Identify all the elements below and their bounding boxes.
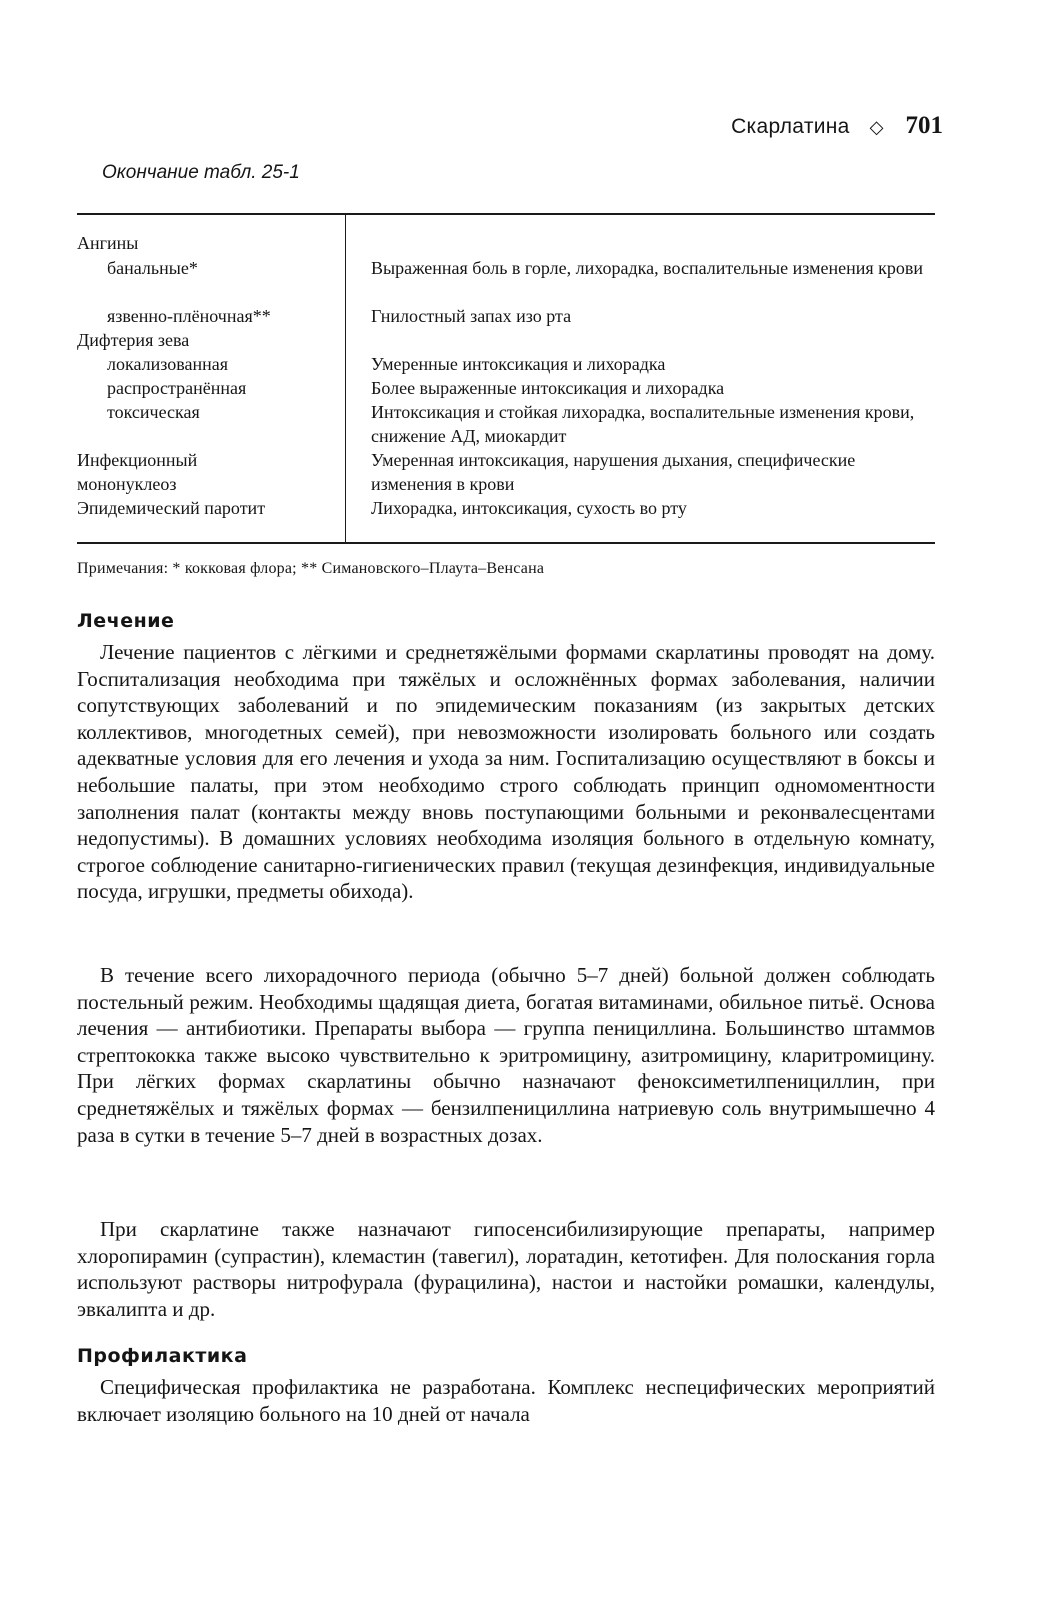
table-row-label: токсическая — [107, 402, 200, 422]
table-row-description: Гнилостный запах изо рта — [371, 306, 572, 326]
table-row-label: Инфекционный мононуклеоз — [77, 450, 198, 494]
table-row-label: распространённая — [107, 378, 247, 398]
table-row-description: Умеренная интоксикация, нарушения дыхания, специфические изменения в крови — [371, 450, 856, 494]
paragraph: В течение всего лихорадочного периода (обычно 5–7 дней) больной должен соблюдать постельный режим. Необходимы щадящая диета, богатая витаминами, обильное питьё. Основа лечения — антибиотики. Препараты выбора — группа пенициллина. Большинство штаммов стрептококка также высоко чувствительно к эритромицину, азитромицину, кларитромицину. При лёгких формах скарлатины обычно назначают феноксиметилпенициллин, при среднетяжёлых и тяжёлых формах — бензилпенициллина натриевую соль внутримышечно 4 раза в сутки в течение 5–7 дней в возрастных дозах. — [77, 963, 935, 1147]
table-row-label: Ангины — [77, 233, 139, 253]
table-row-label: Дифтерия зева — [77, 330, 190, 350]
table-row-label: язвенно-плёночная** — [107, 306, 271, 326]
table-row-label: банальные* — [107, 258, 198, 278]
table — [77, 213, 935, 544]
section-heading: Лечение — [77, 610, 175, 632]
table-body — [77, 215, 935, 542]
table-row-label: Эпидемический паротит — [77, 498, 266, 518]
table-bottom-rule — [77, 542, 935, 544]
table-row-description: Более выраженные интоксикация и лихорадка — [371, 378, 725, 398]
table-row-label: локализованная — [107, 354, 229, 374]
page-number: 701 — [905, 112, 943, 139]
paragraph: Специфическая профилактика не разработана. Комплекс неспецифических мероприятий включает изоляцию больного на 10 дней от начала — [77, 1375, 935, 1426]
running-header — [731, 112, 943, 140]
paragraph: Лечение пациентов с лёгкими и среднетяжёлыми формами скарлатины проводят на дому. Госпитализация необходима при тяжёлых и осложнённых формах заболевания, наличии сопутствующих заболеваний и по эпидемическим показаниям (из закрытых детских коллективов, многодетных семей), при невозможности изолировать больного или создать адекватные условия для его лечения и ухода за ним. Госпитализацию осуществляют в боксы и небольшие палаты, при этом необходимо строго соблюдать принцип одномоментности заполнения палат (контакты между вновь поступающими больными и реконвалесцентами недопустимы). В домашних условиях необходима изоляция больного в отдельную комнату, строгое соблюдение санитарно-гигиенических правил (текущая дезинфекция, индивидуальные посуда, игрушки, предметы обихода). — [77, 640, 935, 904]
table-row-description: Лихорадка, интоксикация, сухость во рту — [371, 498, 687, 518]
table-caption: Окончание табл. 25-1 — [102, 162, 300, 183]
table-row-description: Умеренные интоксикация и лихорадка — [371, 354, 666, 374]
section-heading: Профилактика — [77, 1345, 248, 1367]
table-column-divider — [345, 215, 346, 542]
running-header-title: Скарлатина — [731, 115, 850, 138]
table-row-description: Интоксикация и стойкая лихорадка, воспалительные изменения крови, снижение АД, миокардит — [371, 402, 915, 446]
table-row-description: Выраженная боль в горле, лихорадка, воспалительные изменения крови — [371, 258, 924, 278]
paragraph: При скарлатине также назначают гипосенсибилизирующие препараты, например хлоропирамин (супрастин), клемастин (тавегил), лоратадин, кетотифен. Для полоскания горла используют растворы нитрофурала (фурацилина), настои и настойки ромашки, календулы, эвкалипта и др. — [77, 1217, 935, 1321]
table-footnote: Примечания: * кокковая флора; ** Симановского–Плаута–Венсана — [77, 560, 545, 577]
diamond-icon: ◇ — [869, 117, 884, 137]
